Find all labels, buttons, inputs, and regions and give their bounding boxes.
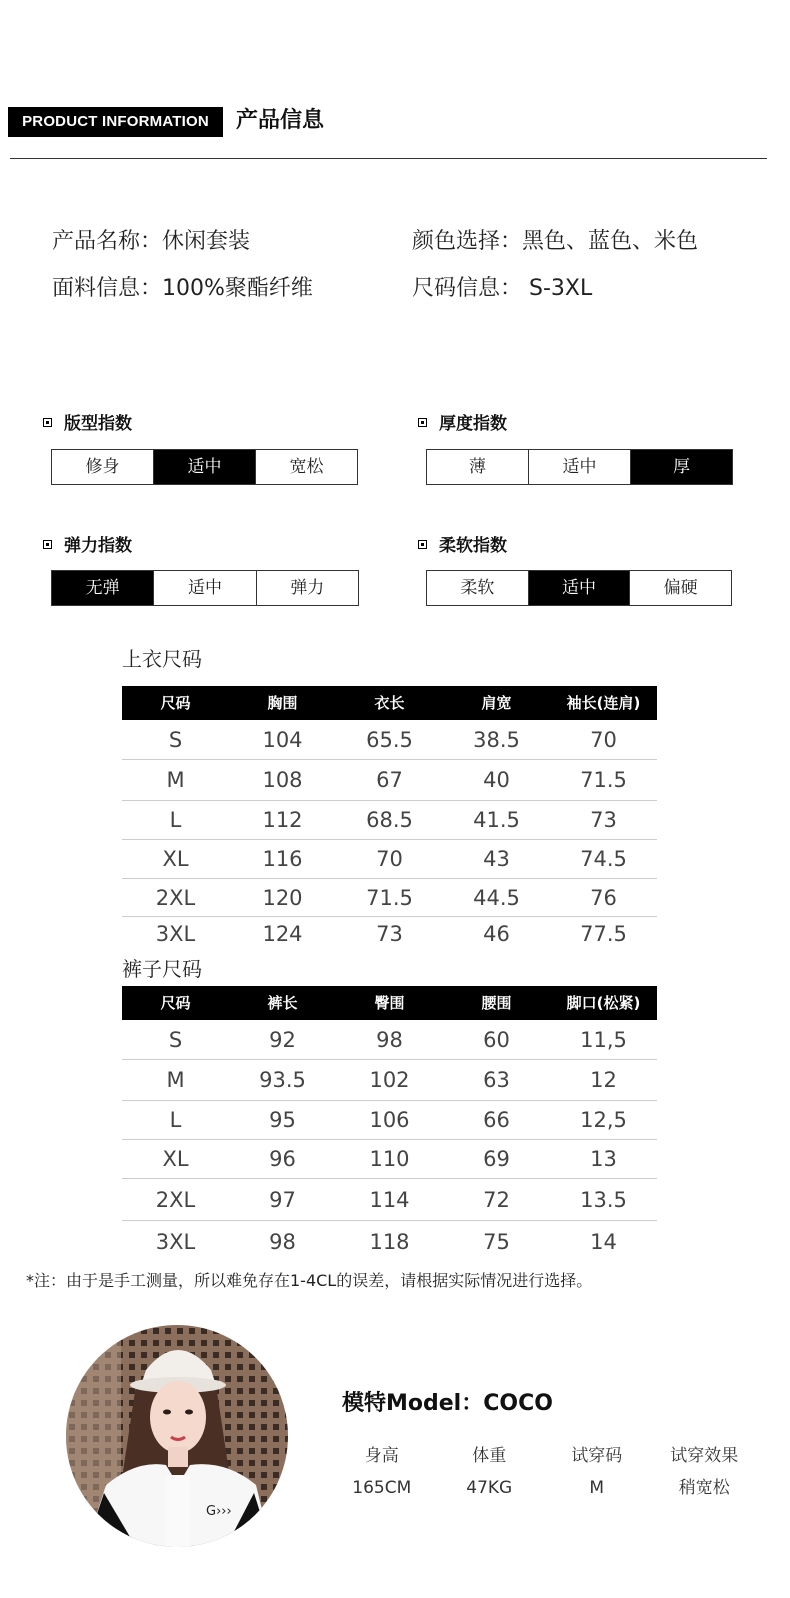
fabric-info: 面料信息：100%聚酯纤维 xyxy=(52,276,313,301)
fit-effect-value: 稍宽松 xyxy=(678,1478,730,1498)
header-cell: 胸围 xyxy=(267,694,298,712)
square-bullet-icon xyxy=(43,540,52,549)
header-cell: 尺码 xyxy=(160,994,191,1012)
thickness-index-title: 厚度指数 xyxy=(439,414,507,434)
cell: 40 xyxy=(483,768,510,792)
cell: 3XL xyxy=(155,1230,196,1254)
cell: 65.5 xyxy=(366,728,413,752)
table-row xyxy=(122,1060,657,1101)
model-stats xyxy=(328,1440,758,1504)
fit-effect-label: 试穿效果 xyxy=(670,1446,739,1466)
cell: 108 xyxy=(262,768,303,792)
cell: 74.5 xyxy=(580,847,627,871)
elasticity-option: 适中 xyxy=(153,571,255,605)
cell: 41.5 xyxy=(473,808,520,832)
softness-option: 适中 xyxy=(528,571,630,605)
size-worn-label: 试穿码 xyxy=(571,1446,623,1466)
fit-option: 宽松 xyxy=(255,450,357,484)
cell: 70 xyxy=(590,728,617,752)
cell: 69 xyxy=(483,1147,510,1171)
thickness-option: 薄 xyxy=(469,457,486,477)
cell: L xyxy=(169,808,182,832)
cell: 67 xyxy=(376,768,403,792)
weight-value: 47KG xyxy=(466,1478,513,1498)
color-options: 颜色选择：黑色、蓝色、米色 xyxy=(412,229,699,254)
table-row xyxy=(122,1140,657,1179)
cell: 71.5 xyxy=(366,886,413,910)
cell: 75 xyxy=(483,1230,510,1254)
cell: 116 xyxy=(262,847,303,871)
cell: 73 xyxy=(590,808,617,832)
top-size-table xyxy=(122,686,657,951)
cell: 92 xyxy=(269,1028,296,1052)
fit-option: 适中 xyxy=(153,450,255,484)
table-row xyxy=(122,917,657,951)
cell: 14 xyxy=(590,1230,617,1254)
fit-option: 修身 xyxy=(85,457,120,477)
header-cell: 脚口(松紧) xyxy=(566,994,641,1012)
table-row xyxy=(122,720,657,760)
model-stats-labels xyxy=(328,1440,758,1472)
square-bullet-icon xyxy=(418,418,427,427)
thickness-index xyxy=(418,412,733,485)
fit-index-title: 版型指数 xyxy=(64,414,132,434)
fit-index-scale xyxy=(51,449,358,485)
cell: S xyxy=(168,1028,183,1052)
elasticity-option: 弹力 xyxy=(256,571,358,605)
size-worn-value: M xyxy=(589,1478,605,1498)
cell: 106 xyxy=(369,1108,410,1132)
cell: 98 xyxy=(376,1028,403,1052)
cell: 43 xyxy=(483,847,510,871)
cell: 120 xyxy=(262,886,303,910)
cell: 46 xyxy=(483,922,510,946)
product-information-badge: PRODUCT INFORMATION xyxy=(8,107,223,137)
cell: 104 xyxy=(262,728,303,752)
pants-size-label: 裤子尺码 xyxy=(122,957,202,981)
cell: 2XL xyxy=(155,886,196,910)
height-value: 165CM xyxy=(352,1478,412,1498)
cell: 73 xyxy=(376,922,403,946)
header-cell: 衣长 xyxy=(374,694,405,712)
elasticity-option: 无弹 xyxy=(52,571,153,605)
cell: 97 xyxy=(269,1188,296,1212)
table-row xyxy=(122,879,657,917)
elasticity-index xyxy=(43,534,359,606)
cell: 13.5 xyxy=(580,1188,627,1212)
table-row xyxy=(122,840,657,879)
header-cell: 腰围 xyxy=(481,994,512,1012)
cell: 12 xyxy=(590,1068,617,1092)
table-header xyxy=(122,986,657,1020)
cell: 96 xyxy=(269,1147,296,1171)
thickness-index-scale xyxy=(426,449,733,485)
cell: XL xyxy=(162,1147,189,1171)
cell: 68.5 xyxy=(366,808,413,832)
table-row xyxy=(122,1020,657,1060)
cell: 63 xyxy=(483,1068,510,1092)
cell: 114 xyxy=(369,1188,410,1212)
header-cell: 袖长(连肩) xyxy=(566,694,641,712)
jacket-print: G››› xyxy=(206,1504,232,1519)
thickness-option: 厚 xyxy=(630,450,732,484)
cell: 93.5 xyxy=(259,1068,306,1092)
model-photo-illustration xyxy=(66,1325,288,1547)
product-name: 产品名称：休闲套装 xyxy=(52,229,251,254)
model-stats-values xyxy=(328,1472,758,1504)
table-row xyxy=(122,760,657,801)
table-header xyxy=(122,686,657,720)
elasticity-index-title: 弹力指数 xyxy=(64,536,132,556)
table-row xyxy=(122,1101,657,1140)
cell: 38.5 xyxy=(473,728,520,752)
cell: 60 xyxy=(483,1028,510,1052)
header-divider xyxy=(10,158,767,159)
model-photo xyxy=(66,1325,288,1547)
table-row xyxy=(122,1179,657,1221)
height-label: 身高 xyxy=(364,1446,399,1466)
cell: 124 xyxy=(262,922,303,946)
section-title: 产品信息 xyxy=(236,108,325,133)
cell: M xyxy=(166,1068,185,1092)
table-row xyxy=(122,1221,657,1263)
cell: 12,5 xyxy=(580,1108,627,1132)
header-cell: 裤长 xyxy=(267,994,298,1012)
cell: 110 xyxy=(369,1147,410,1171)
cell: 66 xyxy=(483,1108,510,1132)
header-cell: 臀围 xyxy=(374,994,405,1012)
cell: 70 xyxy=(376,847,403,871)
cell: 102 xyxy=(369,1068,410,1092)
pants-size-table xyxy=(122,986,657,1263)
cell: 98 xyxy=(269,1230,296,1254)
table-row xyxy=(122,801,657,840)
softness-index xyxy=(418,534,732,606)
cell: 118 xyxy=(369,1230,410,1254)
top-size-label: 上衣尺码 xyxy=(122,647,202,671)
square-bullet-icon xyxy=(43,418,52,427)
fit-index xyxy=(43,412,358,485)
cell: 71.5 xyxy=(580,768,627,792)
cell: 76 xyxy=(590,886,617,910)
cell: 44.5 xyxy=(473,886,520,910)
cell: 2XL xyxy=(155,1188,196,1212)
cell: 72 xyxy=(483,1188,510,1212)
size-range: 尺码信息： S-3XL xyxy=(412,276,593,301)
softness-index-scale xyxy=(426,570,732,606)
cell: 11,5 xyxy=(580,1028,627,1052)
softness-option: 偏硬 xyxy=(629,571,731,605)
header-cell: 尺码 xyxy=(160,694,191,712)
weight-label: 体重 xyxy=(472,1446,507,1466)
cell: 77.5 xyxy=(580,922,627,946)
softness-option: 柔软 xyxy=(460,578,495,598)
thickness-option: 适中 xyxy=(528,450,630,484)
model-name: 模特Model：COCO xyxy=(342,1391,553,1416)
cell: L xyxy=(169,1108,182,1132)
cell: 95 xyxy=(269,1108,296,1132)
measurement-note: *注：由于是手工测量，所以难免存在1-4CL的误差，请根据实际情况进行选择。 xyxy=(26,1271,593,1290)
softness-index-title: 柔软指数 xyxy=(439,536,507,556)
cell: 112 xyxy=(262,808,303,832)
cell: M xyxy=(166,768,185,792)
cell: XL xyxy=(162,847,189,871)
cell: 3XL xyxy=(155,922,196,946)
elasticity-index-scale xyxy=(51,570,359,606)
cell: 13 xyxy=(590,1147,617,1171)
header-cell: 肩宽 xyxy=(481,694,512,712)
cell: S xyxy=(168,728,183,752)
square-bullet-icon xyxy=(418,540,427,549)
